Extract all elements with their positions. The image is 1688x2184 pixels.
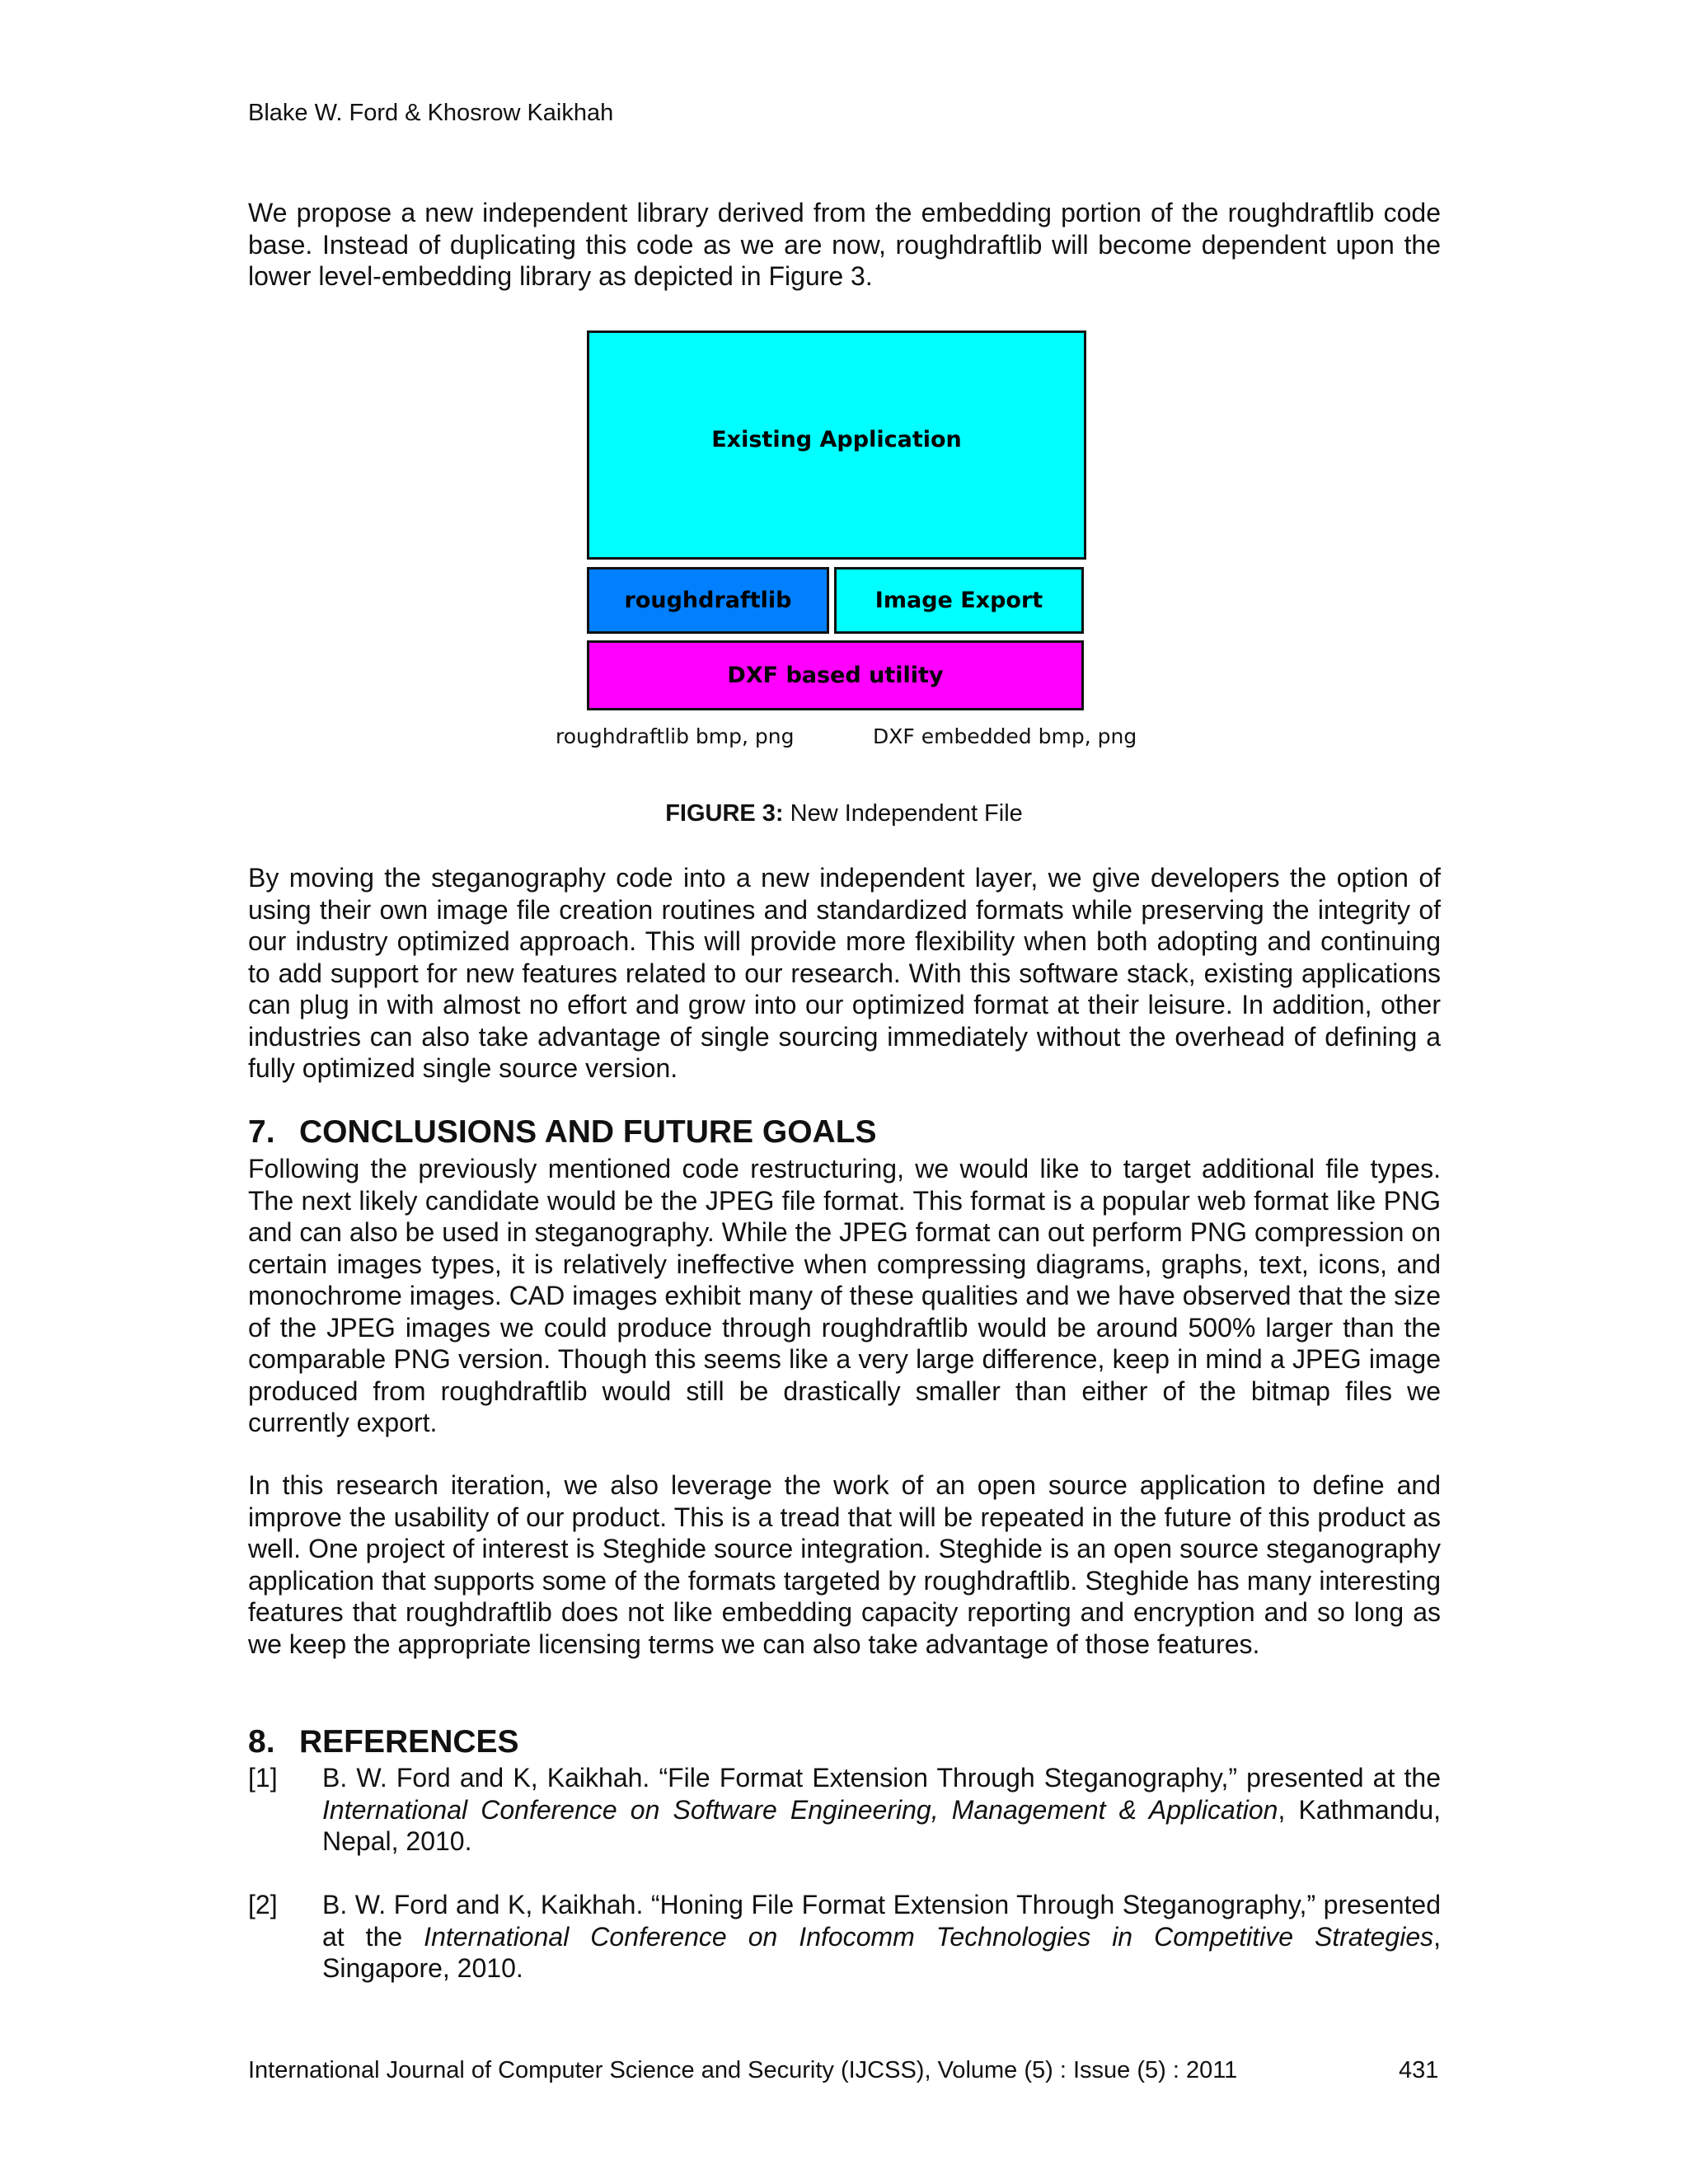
dxf-utility-box: DXF based utility: [587, 640, 1084, 710]
section6-paragraph-block: [248, 862, 1441, 1085]
reference-1: [248, 1762, 1441, 1858]
section6-paragraph: By moving the steganography code into a new independent layer, we give developers the option of using their own image file creation routines and standardized formats while preserving the integrity of our industry optimized approach. This will provide more flexibility when both adopting and continuing to add support for new features related to our research. With this software stack, existing applications can plug in with almost no effort and grow into our optimized format at their leisure. In addition, other industries can also take advantage of single sourcing immediately without the overhead of defining a fully optimized single source version.: [248, 863, 1441, 1083]
image-export-box: Image Export: [834, 567, 1084, 634]
running-head: Blake W. Ford & Khosrow Kaikhah: [248, 100, 614, 126]
reference-1-authors-title: B. W. Ford and K, Kaikhah. “File Format Extension Through Steganography,” presented at the: [322, 1763, 1441, 1793]
reference-2-authors-title: B. W. Ford and K, Kaikhah. “Honing File Format Extension Through Steganography,” presented at the: [322, 1890, 1441, 1952]
section8-number: 8.: [248, 1724, 275, 1760]
reference-2: [248, 1889, 1441, 1985]
reference-1-venue: International Conference on Software Engineering, Management & Application: [322, 1794, 1278, 1825]
intro-paragraph-block: [248, 197, 1441, 293]
section7-paragraph1: Following the previously mentioned code restructuring, we would like to target additional file types. The next likely candidate would be the JPEG file format. This format is a popular web format like PNG and can also be used in steganography. While the JPEG format can out perform PNG compression on certain images types, it is relatively ineffective when compressing diagrams, graphs, text, icons, and monochrome images. CAD images exhibit many of these qualities and we have observed that the size of the JPEG images we could produce through roughdraftlib would be around 500% larger than the comparable PNG version. Though this seems like a very large difference, keep in mind a JPEG image produced from roughdraftlib would still be drastically smaller than either of the bitmap files we currently export.: [248, 1154, 1441, 1437]
section7-heading: [248, 1114, 877, 1151]
figure-3-diagram: [544, 330, 1137, 758]
figure-caption: [0, 799, 1688, 827]
intro-paragraph: We propose a new independent library derived from the embedding portion of the roughdraftlib code base. Instead of duplicating this code as we are now, roughdraftlib will become dependent upon the lower level-embedding library as depicted in Figure 3.: [248, 198, 1441, 291]
section7-paragraph2: In this research iteration, we also leverage the work of an open source application to define and improve the usability of our product. This is a tread that will be repeated in the future of this product as well. One project of interest is Steghide source integration. Steghide is an open source steganography application that supports some of the formats targeted by roughdraftlib. Steghide has many interesting features that roughdraftlib does not like embedding capacity reporting and encryption and so long as we keep the appropriate licensing terms we can also take advantage of those features.: [248, 1470, 1441, 1659]
figure-label-roughdraftlib-formats: roughdraftlib bmp, png: [556, 724, 795, 748]
section7-paragraph2-block: [248, 1469, 1441, 1660]
reference-1-body: [322, 1762, 1441, 1858]
section7-title: CONCLUSIONS AND FUTURE GOALS: [299, 1114, 877, 1150]
reference-1-number: [1]: [248, 1763, 278, 1793]
reference-2-venue: International Conference on Infocomm Technologies in Competitive Strategies: [424, 1921, 1434, 1952]
reference-2-number: [2]: [248, 1890, 278, 1919]
figure-label-dxf-formats: DXF embedded bmp, png: [873, 724, 1137, 748]
existing-application-box: Existing Application: [587, 330, 1086, 560]
roughdraftlib-box: roughdraftlib: [587, 567, 829, 634]
figure-caption-text: New Independent File: [790, 800, 1023, 827]
section7-paragraph1-block: [248, 1153, 1441, 1439]
footer-journal: International Journal of Computer Science and Security (IJCSS), Volume (5) : Issue (5) : 2011: [248, 2057, 1238, 2083]
reference-1-location-year: , Kathmandu, Nepal, 2010.: [322, 1794, 1442, 1856]
section7-number: 7.: [248, 1114, 275, 1150]
reference-2-body: [322, 1889, 1441, 1985]
reference-2-location-year: , Singapore, 2010.: [322, 1921, 1442, 1983]
page-number: 431: [1399, 2057, 1439, 2083]
section8-title: REFERENCES: [299, 1724, 519, 1760]
section8-heading: [248, 1724, 519, 1760]
figure-caption-label: FIGURE 3:: [665, 800, 784, 827]
